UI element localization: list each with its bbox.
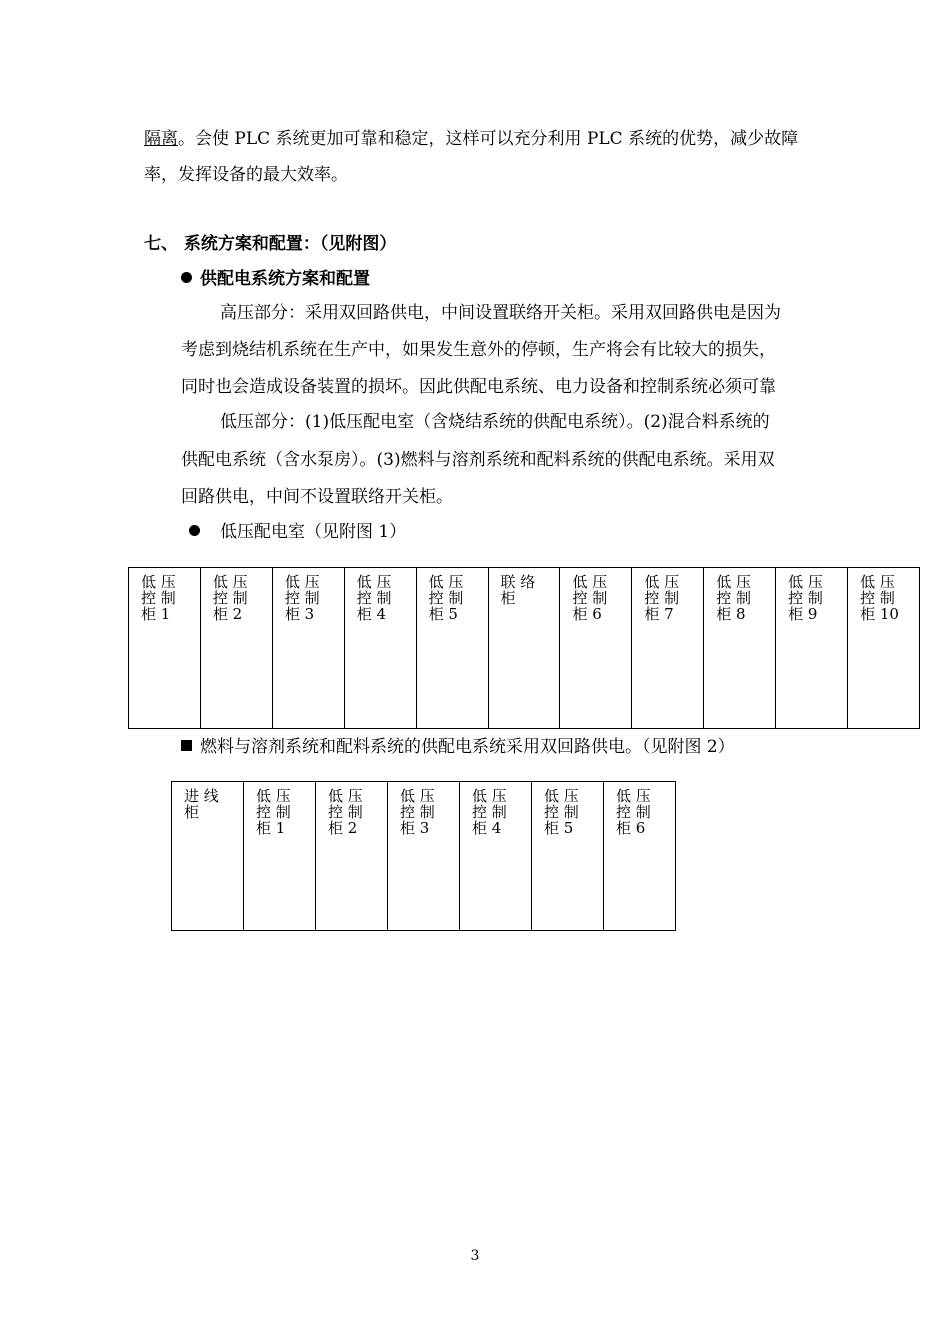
hv-line-1: 高压部分：采用双回路供电，中间设置联络开关柜。采用双回路供电是因为 [220, 303, 781, 323]
page-number: 3 [470, 1248, 480, 1264]
table-cell: 低 压 控 制 柜 4 [460, 782, 532, 931]
bullet-fuel-text: 燃料与溶剂系统和配料系统的供配电系统采用双回路供电。（见附图 2） [200, 737, 735, 757]
hv-line-3: 同时也会造成设备装置的损坏。因此供配电系统、电力设备和控制系统必须可靠 [181, 377, 776, 397]
bullet-item-lv-room [189, 520, 406, 544]
table-cell: 低 压 控 制 柜 6 [604, 782, 676, 931]
table-cell: 低 压 控 制 柜 4 [344, 568, 416, 729]
lv-line-2: 供配电系统（含水泵房）。(3)燃料与溶剂系统和配料系统的供配电系统。采用双 [181, 450, 775, 470]
table-cell: 低 压 控 制 柜 1 [244, 782, 316, 931]
table-cell: 低 压 控 制 柜 10 [848, 568, 920, 729]
table-cell: 联 络 柜 [488, 568, 560, 729]
paragraph-text: 。会使 PLC 系统更加可靠和稳定，这样可以充分利用 PLC 系统的优势，减少故障 [178, 129, 799, 149]
paragraph-line-2: 率，发挥设备的最大效率。 [144, 165, 348, 185]
table-cell: 低 压 控 制 柜 7 [632, 568, 704, 729]
square-bullet-icon [181, 740, 192, 751]
lv-line-3: 回路供电，中间不设置联络开关柜。 [181, 487, 453, 507]
cabinet-table-2 [171, 781, 676, 931]
bullet-title: 供配电系统方案和配置 [200, 269, 370, 289]
lv-line-1: 低压部分：(1)低压配电室（含烧结系统的供配电系统）。(2)混合料系统的 [220, 412, 770, 432]
underlined-text: 隔离 [144, 129, 178, 149]
table-cell: 低 压 控 制 柜 5 [416, 568, 488, 729]
table-row [172, 782, 676, 931]
table-cell: 低 压 控 制 柜 5 [532, 782, 604, 931]
table-cell: 低 压 控 制 柜 9 [776, 568, 848, 729]
bullet-dot-icon [189, 525, 200, 536]
table-cell: 低 压 控 制 柜 2 [316, 782, 388, 931]
table-cell: 低 压 控 制 柜 8 [704, 568, 776, 729]
table-cell: 进 线 柜 [172, 782, 244, 931]
cabinet-table-1 [128, 567, 920, 729]
bullet-dot-icon [181, 272, 192, 283]
table-cell: 低 压 控 制 柜 3 [388, 782, 460, 931]
table-cell: 低 压 控 制 柜 3 [272, 568, 344, 729]
paragraph-line-1 [144, 127, 798, 151]
table-cell: 低 压 控 制 柜 6 [560, 568, 632, 729]
bullet-lv-room-text: 低压配电室（见附图 1） [220, 522, 407, 542]
hv-line-2: 考虑到烧结机系统在生产中，如果发生意外的停顿，生产将会有比较大的损失， [181, 340, 776, 360]
bullet-item-power-supply [181, 267, 370, 291]
table-cell: 低 压 控 制 柜 1 [129, 568, 201, 729]
table-cell: 低 压 控 制 柜 2 [200, 568, 272, 729]
section-heading: 七、 系统方案和配置：（见附图） [144, 234, 397, 254]
table-row [129, 568, 920, 729]
bullet-item-fuel-system [181, 735, 735, 759]
